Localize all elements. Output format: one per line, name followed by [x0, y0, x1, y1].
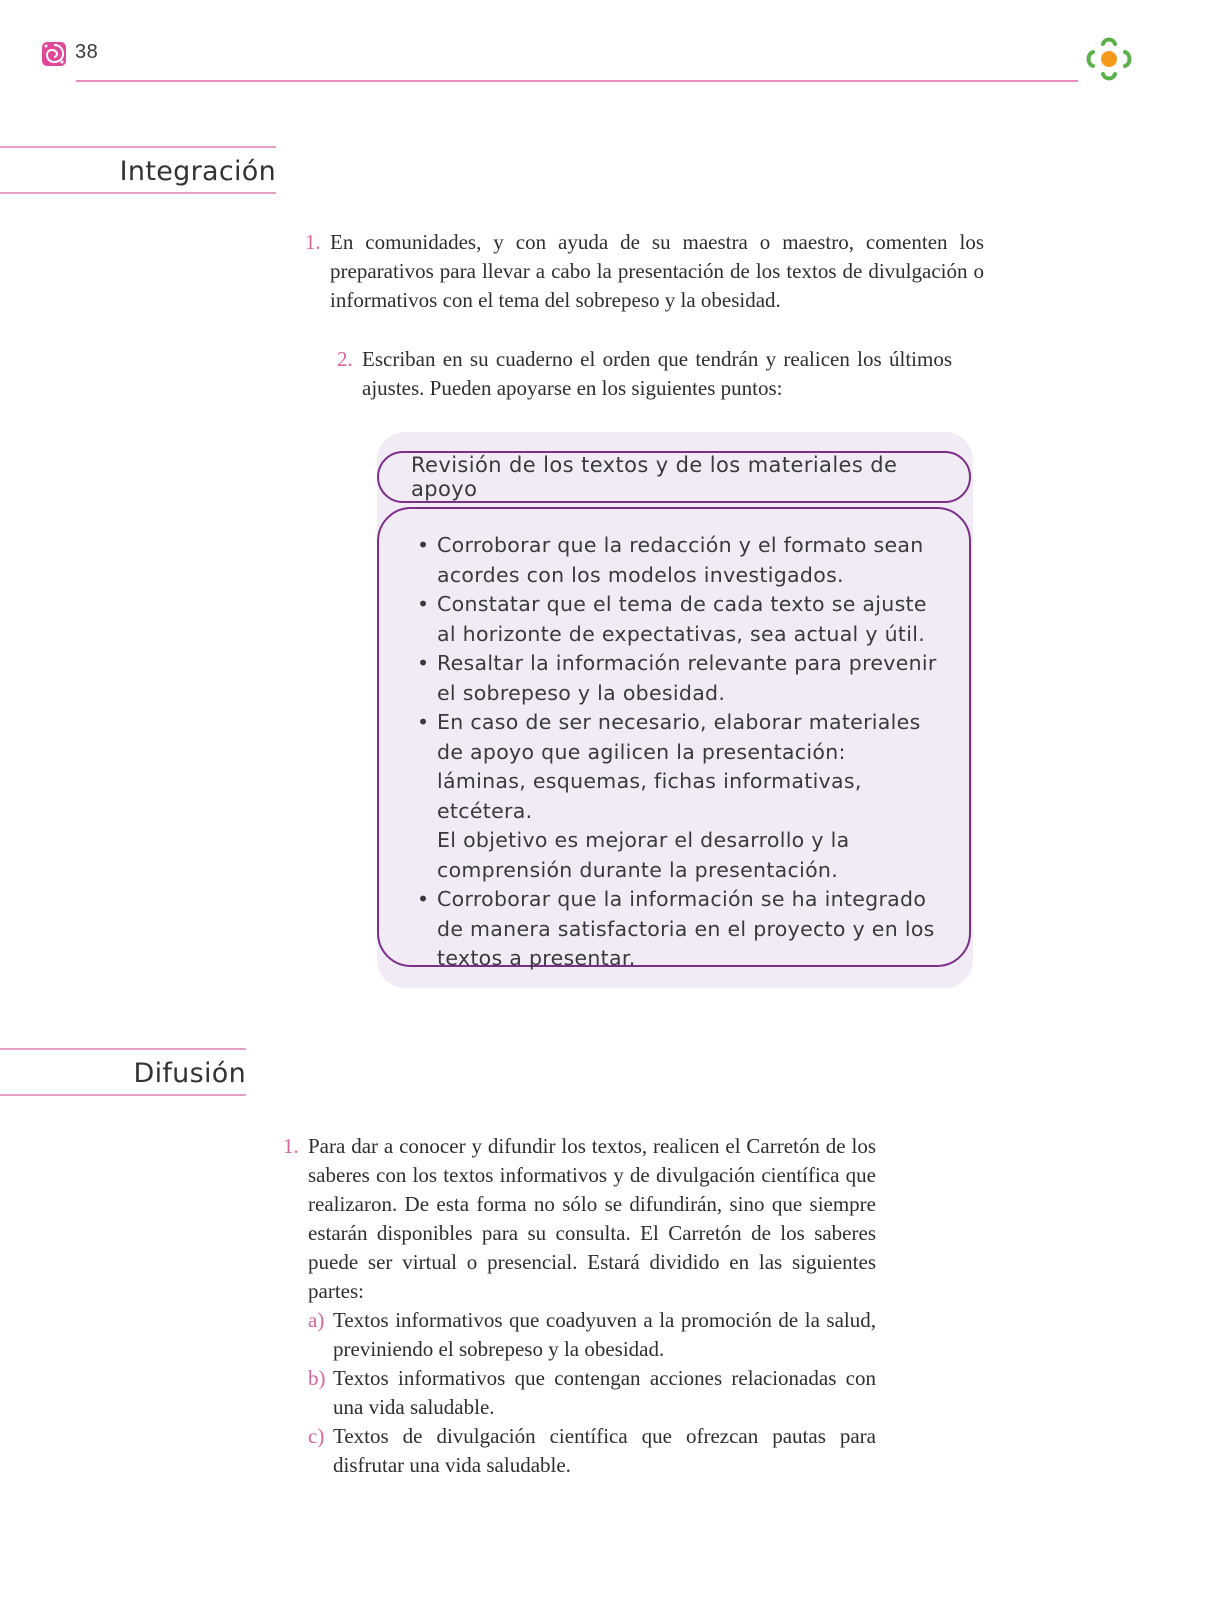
pink-ornament-icon: [40, 40, 68, 68]
sub-item: a) Textos informativos que coadyuven a la promoción de la salud, previniendo el sobrepeso y la obesidad.: [308, 1308, 876, 1361]
review-checklist: [417, 531, 937, 974]
flower-logo-icon: [1083, 34, 1135, 84]
checklist-item-note: El objetivo es mejorar el desarrollo y la comprensión durante la presentación.: [437, 828, 850, 882]
bullet-icon: •: [417, 533, 430, 557]
bullet-icon: •: [417, 651, 430, 675]
instruction-item: [305, 228, 984, 315]
checklist-item: • Corroborar que la información se ha integrado de manera satisfactoria en el proyecto y en los textos a presentar.: [417, 887, 935, 970]
checklist-item: • En caso de ser necesario, elaborar materiales de apoyo que agilicen la presentación: láminas, esquemas, fichas informativas, etcétera. El objetivo es mejorar el desarrollo y la comprensión durante la presentación.: [417, 710, 921, 882]
review-box-title: Revisión de los textos y de los materiales de apoyo: [411, 453, 898, 501]
item-text: Escriban en su cuaderno el orden que tendrán y realicen los últimos ajustes. Pueden apoyarse en los siguientes puntos:: [362, 347, 952, 400]
sub-item-label: c): [308, 1424, 325, 1448]
instruction-item: [337, 345, 952, 403]
item-number: 1.: [305, 230, 321, 254]
section-heading-difusion: [0, 1048, 246, 1100]
bullet-icon: •: [417, 710, 430, 734]
checklist-item: • Corroborar que la redacción y el formato sean acordes con los modelos investigados.: [417, 533, 924, 587]
item-number: 2.: [337, 347, 353, 371]
heading-rule-bottom: [0, 192, 276, 194]
item-text: Para dar a conocer y difundir los textos, realicen el Carretón de los saberes con los textos informativos y de divulgación científica que realizaron. De esta forma no sólo se difundirán, sino que siempre estarán disponibles para su consulta. El Carretón de los saberes puede ser virtual o presencial. Estará dividido en las siguientes partes:: [308, 1134, 876, 1303]
checklist-item: • Resaltar la información relevante para prevenir el sobrepeso y la obesidad.: [417, 651, 937, 705]
section-title: Integración: [119, 156, 276, 187]
instruction-item: [283, 1132, 876, 1480]
heading-rule-top: [0, 1048, 246, 1050]
header-divider: [76, 80, 1078, 82]
heading-rule-bottom: [0, 1094, 246, 1096]
page-number: 38: [75, 41, 99, 63]
section-heading-integracion: [0, 146, 276, 198]
review-box-body: [377, 507, 971, 970]
sub-item-label: b): [308, 1366, 326, 1390]
sub-item: c) Textos de divulgación científica que ofrezcan pautas para disfrutar una vida saludable.: [308, 1424, 876, 1477]
carreton-parts-list: [308, 1306, 876, 1480]
review-box-heading: [377, 451, 971, 503]
sub-item-label: a): [308, 1308, 325, 1332]
bullet-icon: •: [417, 887, 430, 911]
sub-item: b) Textos informativos que contengan acciones relacionadas con una vida saludable.: [308, 1366, 876, 1419]
item-number: 1.: [283, 1134, 299, 1158]
checklist-item: • Constatar que el tema de cada texto se ajuste al horizonte de expectativas, sea actual y útil.: [417, 592, 927, 646]
section-title: Difusión: [133, 1058, 246, 1089]
item-text: En comunidades, y con ayuda de su maestra o maestro, comenten los preparativos para llevar a cabo la presentación de los textos de divulgación o informativos con el tema del sobrepeso y la obesidad.: [330, 230, 984, 312]
bullet-icon: •: [417, 592, 430, 616]
heading-rule-top: [0, 146, 276, 148]
